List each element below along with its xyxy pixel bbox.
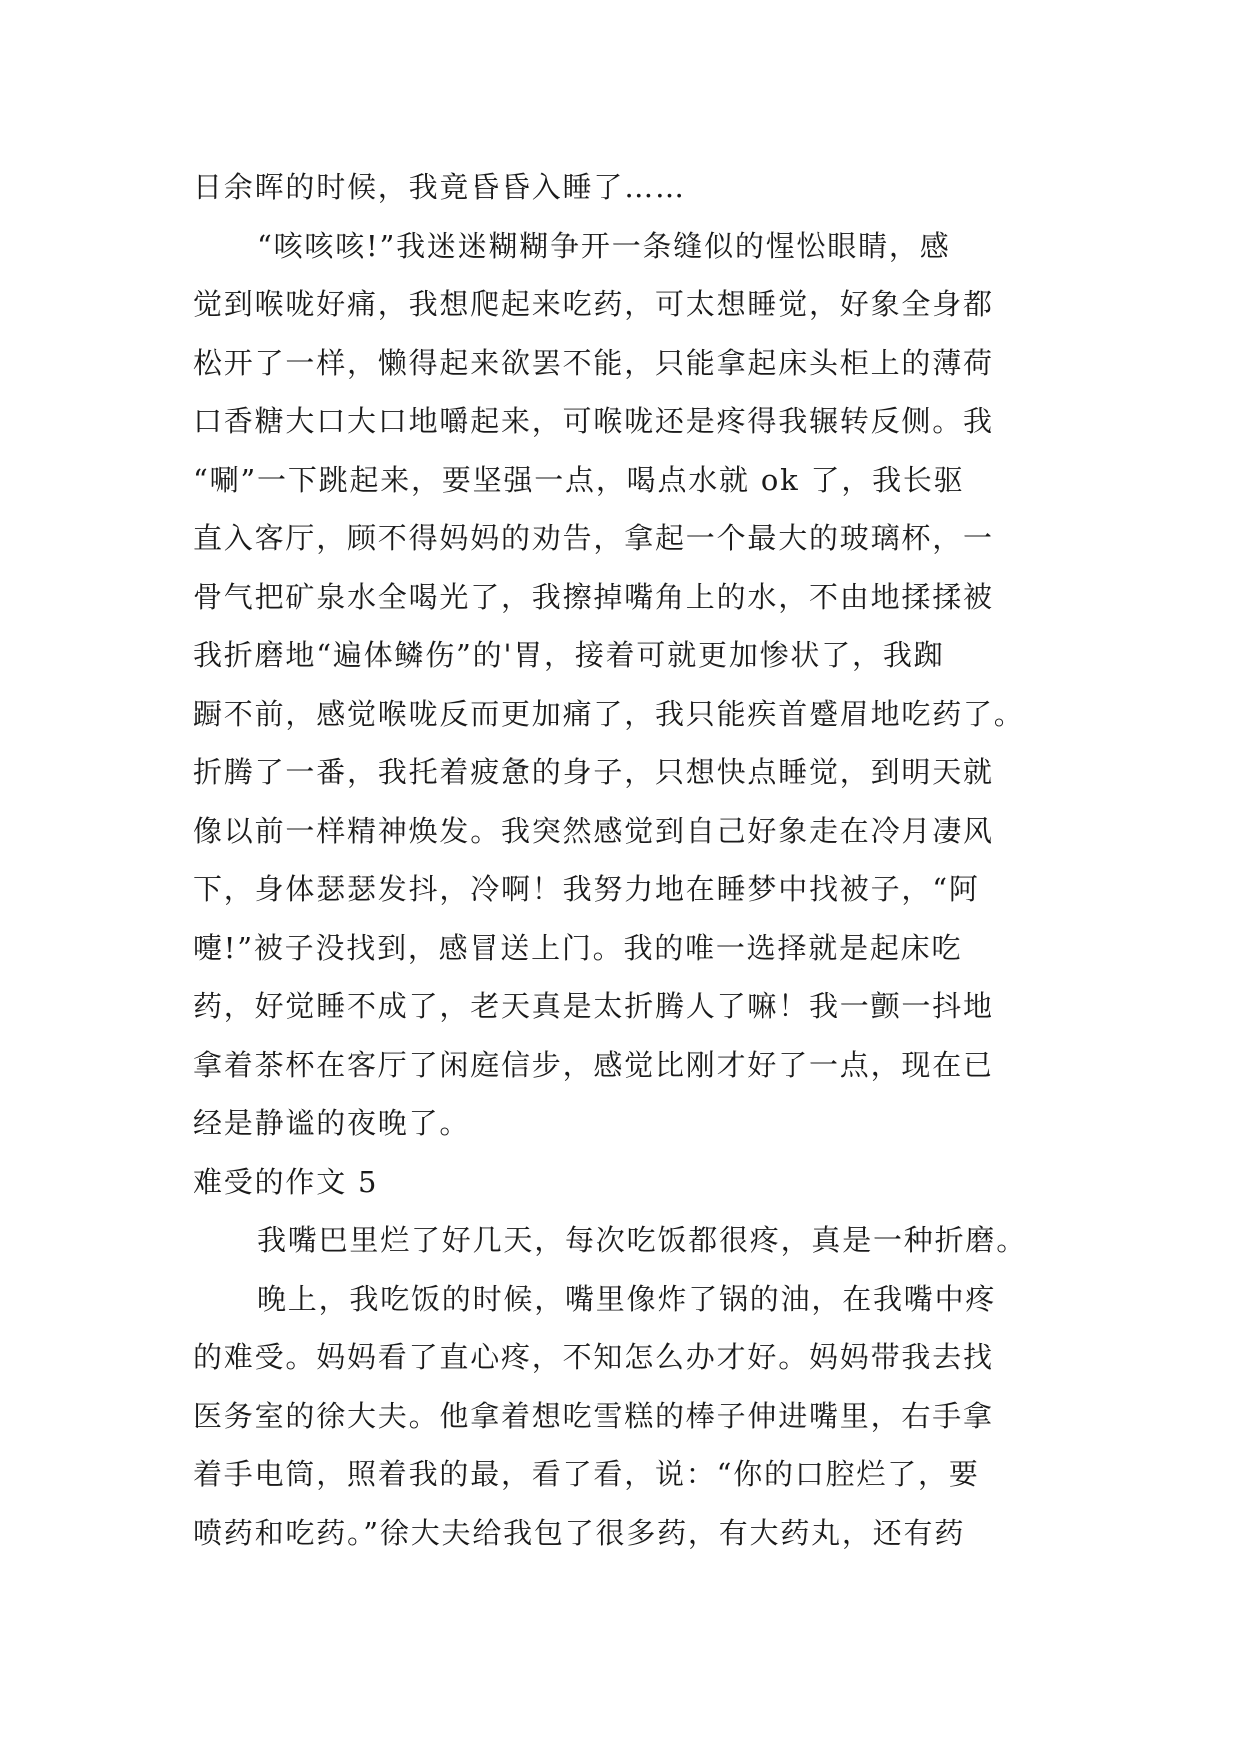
text-line: 经是静谧的夜晚了。: [193, 1106, 471, 1140]
paragraph-first-line: 晚上，我吃饭的时候，嘴里像炸了锅的油，在我嘴中疼: [257, 1281, 997, 1316]
text-line: 医务室的徐大夫。他拿着想吃雪糕的棒子伸进嘴里，右手拿: [193, 1398, 994, 1433]
text-line: 嚏!”被子没找到，感冒送上门。我的唯一选择就是起床吃: [193, 930, 963, 965]
document-body: [193, 158, 1055, 1562]
text-line: 下，身体瑟瑟发抖，冷啊！我努力地在睡梦中找被子，“阿: [193, 872, 980, 906]
paragraph-first-line: 我嘴巴里烂了好几天，每次吃饭都很疼，真是一种折磨。: [257, 1223, 1028, 1257]
text-line: 折腾了一番，我托着疲惫的身子，只想快点睡觉，到明天就: [193, 755, 994, 789]
text-line: 骨气把矿泉水全喝光了，我擦掉嘴角上的水，不由地揉揉被: [193, 579, 994, 614]
text-line: 蹰不前，感觉喉咙反而更加痛了，我只能疾首蹙眉地吃药了。: [193, 696, 1025, 731]
text-line: 我折磨地“遍体鳞伤”的'胃，接着可就更加惨状了，我踟: [193, 638, 945, 672]
text-line: 直入客厅，顾不得妈妈的劝告，拿起一个最大的玻璃杯，一: [193, 521, 994, 555]
section-heading: 难受的作文 5: [193, 1164, 379, 1199]
text-line: 着手电筒，照着我的最，看了看，说：“你的口腔烂了，要: [193, 1457, 980, 1491]
text-line: 拿着茶杯在客厅了闲庭信步，感觉比刚才好了一点，现在已: [193, 1047, 994, 1082]
text-line: 像以前一样精神焕发。我突然感觉到自己好象走在冷月凄风: [193, 813, 994, 848]
text-line: 口香糖大口大口地嚼起来，可喉咙还是疼得我辗转反侧。我: [193, 404, 994, 438]
text-line: 喷药和吃药。”徐大夫给我包了很多药，有大药丸，还有药: [193, 1515, 966, 1550]
text-line: 药，好觉睡不成了，老天真是太折腾人了嘛！我一颤一抖地: [193, 989, 994, 1023]
text-line: “唰”一下跳起来，要坚强一点，喝点水就 ok 了，我长驱: [193, 462, 965, 497]
text-line: 觉到喉咙好痛，我想爬起来吃药，可太想睡觉，好象全身都: [193, 287, 994, 321]
text-line: 松开了一样，懒得起来欲罢不能，只能拿起床头柜上的薄荷: [193, 345, 994, 380]
paragraph-first-line: “咳咳咳!”我迷迷糊糊争开一条缝似的惺忪眼睛，感: [257, 228, 951, 263]
text-line: 的难受。妈妈看了直心疼，不知怎么办才好。妈妈带我去找: [193, 1340, 994, 1374]
text-line: 日余晖的时候，我竟昏昏入睡了……: [193, 170, 686, 204]
